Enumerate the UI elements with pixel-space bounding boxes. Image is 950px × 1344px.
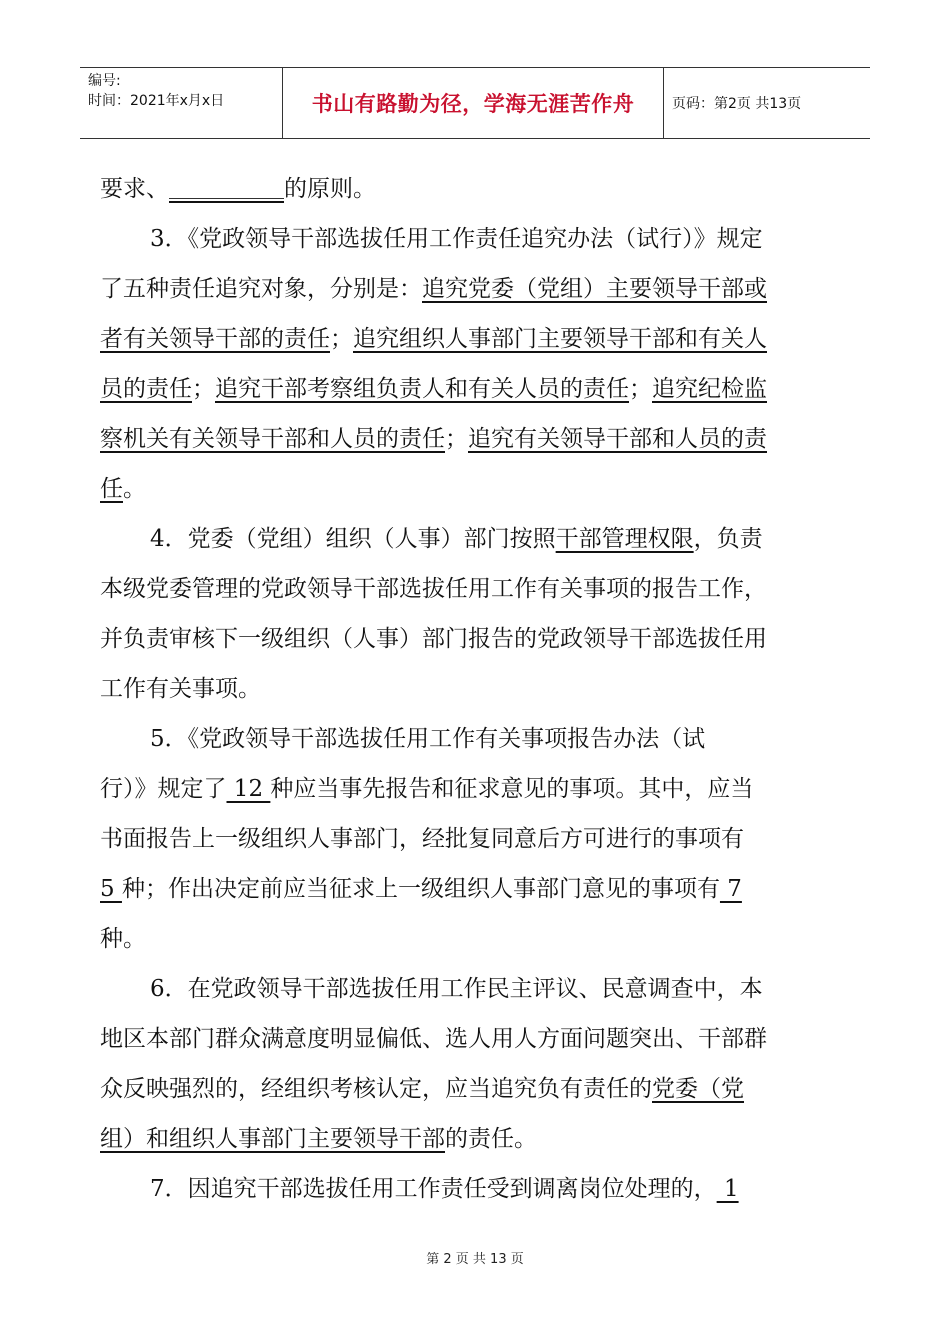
answer: 任 xyxy=(100,476,123,502)
answer: 追究组织人事部门主要领导干部和有关人 xyxy=(353,326,767,352)
text-line: 者有关领导干部的责任；追究组织人事部门主要领导干部和有关人 xyxy=(100,326,767,352)
answer: 追究纪检监 xyxy=(652,376,767,402)
question-6-line: 6．在党政领导干部选拔任用工作民主评议、民意调查中，本 xyxy=(150,976,763,1002)
text-line: 本级党委管理的党政领导干部选拔任用工作有关事项的报告工作， xyxy=(100,576,767,602)
header-motto: 书山有路勤为径，学海无涯苦作舟 xyxy=(283,68,664,138)
answer: 5 xyxy=(100,876,122,902)
answer: 者有关领导干部的责任 xyxy=(100,326,330,352)
answer: 追究党委（党组）主要领导干部或 xyxy=(422,276,767,302)
header-page-label: 页码：第2页 共13页 xyxy=(672,96,802,112)
answer: 干部管理权限 xyxy=(555,526,694,552)
question-7-line: 7．因追究干部选拔任用工作责任受到调离岗位处理的， 1 xyxy=(150,1176,739,1202)
text-line: 种。 xyxy=(100,926,146,952)
text-line: 行）》规定了 12 种应当事先报告和征求意见的事项。其中，应当 xyxy=(100,776,754,802)
date-label: 时间：2021年x月x日 xyxy=(88,93,225,109)
text-line: 组）和组织人事部门主要领导干部 的责任。 xyxy=(100,1114,852,1164)
answer: 追究有关领导干部和人员的责 xyxy=(468,426,767,452)
blank: ＿＿＿＿＿ xyxy=(169,176,284,202)
text-line: 书面报告上一级组织人事部门，经批复同意后方可进行的事项有 xyxy=(100,826,744,852)
document-body xyxy=(100,164,852,1214)
text-line: 要求、 ＿＿＿＿＿ 的原则。 xyxy=(100,164,852,214)
text-line: 并负责审核下一级组织（人事）部门报告的党政领导干部选拔任用 xyxy=(100,626,767,652)
text-line: 地区本部门群众满意度明显偏低、选人用人方面问题突出、干部群 xyxy=(100,1026,767,1052)
answer: 追究干部考察组负责人和有关人员的责任 xyxy=(215,376,629,402)
question-5-line: 5．《党政领导干部选拔任用工作有关事项报告办法（试 xyxy=(150,726,706,752)
text-line: 工作有关事项。 xyxy=(100,676,261,702)
answer: 组）和组织人事部门主要领导干部 xyxy=(100,1126,445,1152)
answer: 察机关有关领导干部和人员的责任 xyxy=(100,426,445,452)
answer: 12 xyxy=(226,776,271,802)
answer: 7 xyxy=(719,876,742,902)
text-line: 任 。 xyxy=(100,464,852,514)
text-line: 员的责任；追究干部考察组负责人和有关人员的责任；追究纪检监 xyxy=(100,376,767,402)
text-line: 5 种；作出决定前应当征求上一级组织人事部门意见的事项有 7 xyxy=(100,876,742,902)
number-label: 编号: xyxy=(88,73,121,89)
text-line: 众反映强烈的，经组织考核认定，应当追究负有责任的党委（党 xyxy=(100,1076,744,1102)
answer: 员的责任 xyxy=(100,376,192,402)
question-4-line: 4．党委（党组）组织（人事）部门按照干部管理权限，负责 xyxy=(150,526,763,552)
page-header xyxy=(80,67,870,139)
text-line: 察机关有关领导干部和人员的责任；追究有关领导干部和人员的责 xyxy=(100,426,767,452)
header-meta xyxy=(80,68,283,138)
text-line: 了五种责任追究对象，分别是：追究党委（党组）主要领导干部或 xyxy=(100,276,767,302)
question-3-line: 3．《党政领导干部选拔任用工作责任追究办法（试行）》规定 xyxy=(150,226,763,252)
answer: 1 xyxy=(716,1176,739,1202)
page-footer: 第 2 页 共 13 页 xyxy=(426,1252,524,1267)
answer: 党委（党 xyxy=(652,1076,744,1102)
